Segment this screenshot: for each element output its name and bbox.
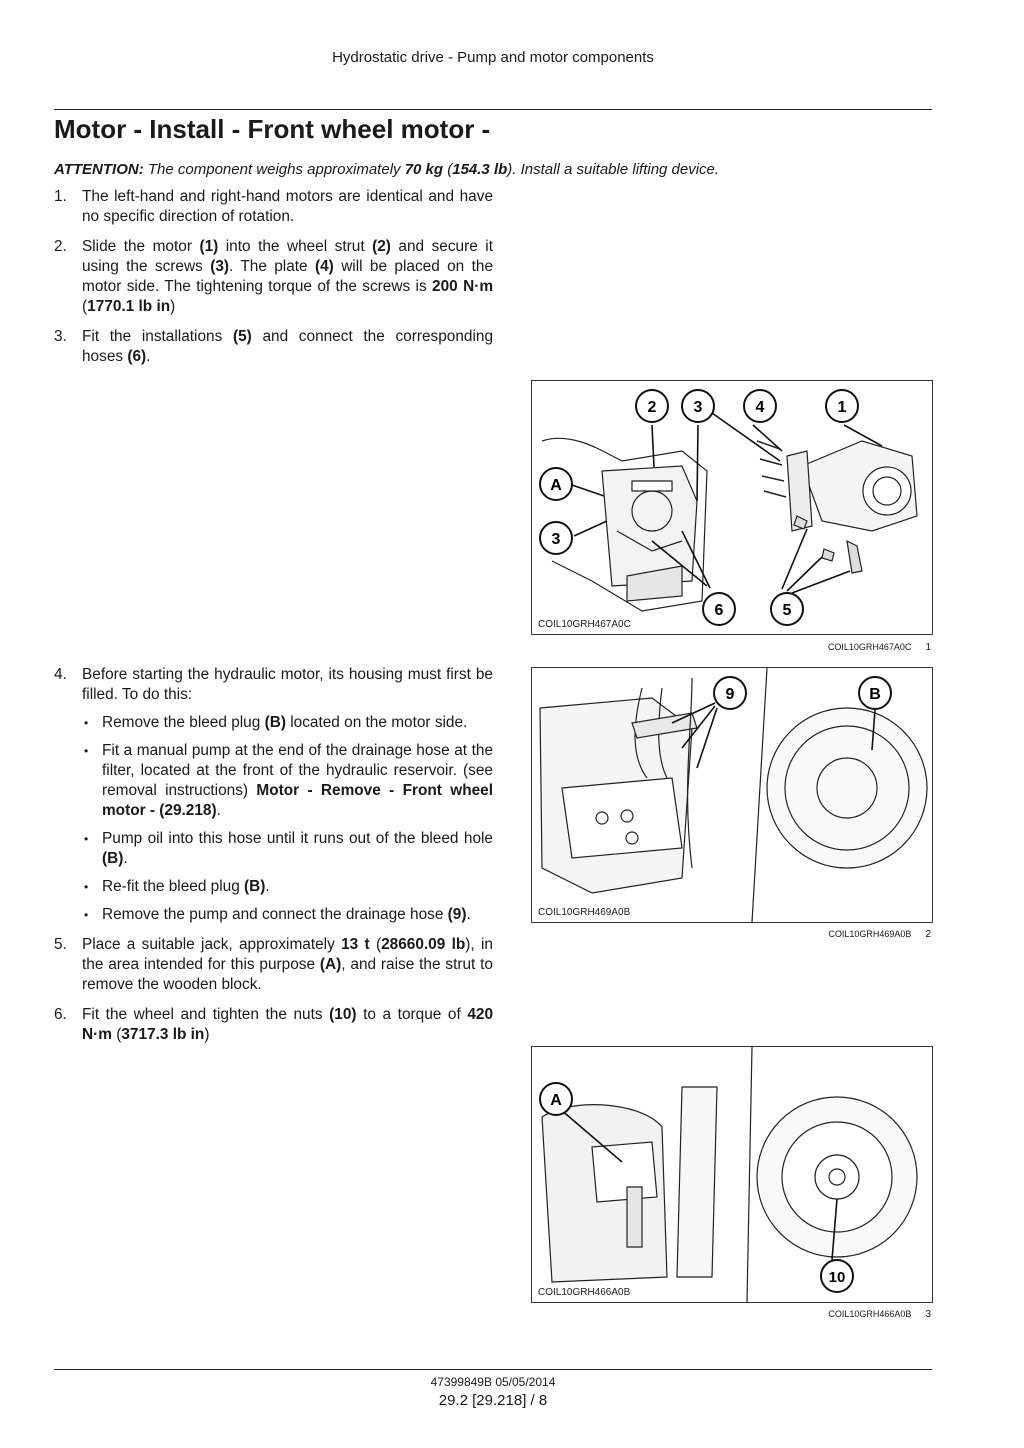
figure-3-code: COIL10GRH466A0B [538,1287,631,1298]
callout-b-circle [859,677,891,709]
callout-label: 3 [551,531,561,548]
step-5: 5. Place a suitable jack, approximately 13 t (28660.09 lb), in the area intended for this purpose (A), and raise the strut to remove the wooden block. [54,936,493,993]
callout-3-circle [682,390,714,422]
attention-note: ATTENTION: The component weighs approximately 70 kg (154.3 lb). Install a suitable lifting device. [54,161,720,178]
callout-label: 6 [714,602,724,619]
cross-reference-link[interactable]: Motor - Remove - Front wheel motor - (29.218) [102,782,494,819]
motor-exploded-illustration [532,381,932,634]
wheel-install-illustration [532,1047,932,1302]
page-title: Motor - Install - Front wheel motor - [54,114,491,144]
step-4: 4. Before starting the hydraulic motor, its housing must first be filled. To do this: • Remove the bleed plug (B) located on the motor side. • Fit a manual pump at the end of the drainage hose at the filter, located at the front of the hydraulic reservoir. (see removal instructions) Motor - Remove - Front wheel motor - (29.218). • Pump oil into this hose until it runs out of the bleed hole (B). • Re-fit the bleed plug (B). • Remove the pump and connect the drainage hose (9). [54,666,494,923]
figure-1-caption: COIL10GRH467A0C 1 [827,642,931,653]
callout-1-circle [826,390,858,422]
step-3: 3. Fit the installations (5) and connect the corresponding hoses (6). [54,328,494,365]
callout-2-circle [636,390,668,422]
callout-a-circle [540,1083,572,1115]
bleed-plug-illustration [532,668,932,922]
steps-column-top [54,187,493,377]
attention-label: ATTENTION: [54,161,144,178]
figure-2-callouts [714,677,891,709]
steps-column-bottom [54,665,493,1055]
figure-3-caption: COIL10GRH466A0B 3 [828,1309,931,1320]
figure-1-code: COIL10GRH467A0C [538,619,631,630]
callout-5-circle [771,593,803,625]
callout-label: 3 [693,399,703,416]
step-6: 6. Fit the wheel and tighten the nuts (10) to a torque of 420 N·m (3717.3 lb in) [54,1006,494,1043]
callout-label: 2 [647,399,657,416]
callout-label: 1 [837,399,847,416]
callout-6-circle [703,593,735,625]
list-item: • Fit a manual pump at the end of the drainage hose at the filter, located at the front of the hydraulic reservoir. (see removal instructions) Motor - Remove - Front wheel motor - (29.218). [84,742,494,819]
callout-label: 9 [725,686,735,703]
callout-a-circle [540,468,572,500]
step-1: 1. The left-hand and right-hand motors are identical and have no specific direction of rotation. [54,188,493,225]
figure-2-bleed-plug [531,667,933,923]
footer-doc-id: 47399849B 05/05/2014 [430,1375,556,1389]
callout-label: A [550,477,562,494]
step-2: 2. Slide the motor (1) into the wheel strut (2) and secure it using the screws (3). The plate (4) will be placed on the motor side. The tightening torque of the screws is 200 N·m (1770.1 lb in) [54,238,494,315]
list-item: • Pump oil into this hose until it runs out of the bleed hole (B). [84,830,493,867]
list-item: • Remove the pump and connect the drainage hose (9). [84,906,471,923]
callout-9-circle [714,677,746,709]
figure-3-wheel-install [531,1046,933,1303]
header-rule [54,109,932,110]
callout-10-circle [821,1260,853,1292]
list-item: • Remove the bleed plug (B) located on the motor side. [84,714,468,731]
footer-page-number: 29.2 [29.218] / 8 [438,1392,548,1409]
bleed-procedure-list [82,713,493,925]
callout-label: 4 [755,399,765,416]
footer-rule [54,1369,932,1370]
callout-3-left-circle [540,522,572,554]
page-header: Hydrostatic drive - Pump and motor components [332,49,654,66]
figure-1-motor-exploded [531,380,933,635]
callout-label: 5 [782,602,792,619]
callout-label: A [550,1092,562,1109]
callout-4-circle [744,390,776,422]
figure-2-code: COIL10GRH469A0B [538,907,631,918]
list-item: • Re-fit the bleed plug (B). [84,878,270,895]
callout-label: 10 [828,1269,846,1286]
callout-label: B [869,686,881,703]
figure-2-caption: COIL10GRH469A0B 2 [828,929,931,940]
